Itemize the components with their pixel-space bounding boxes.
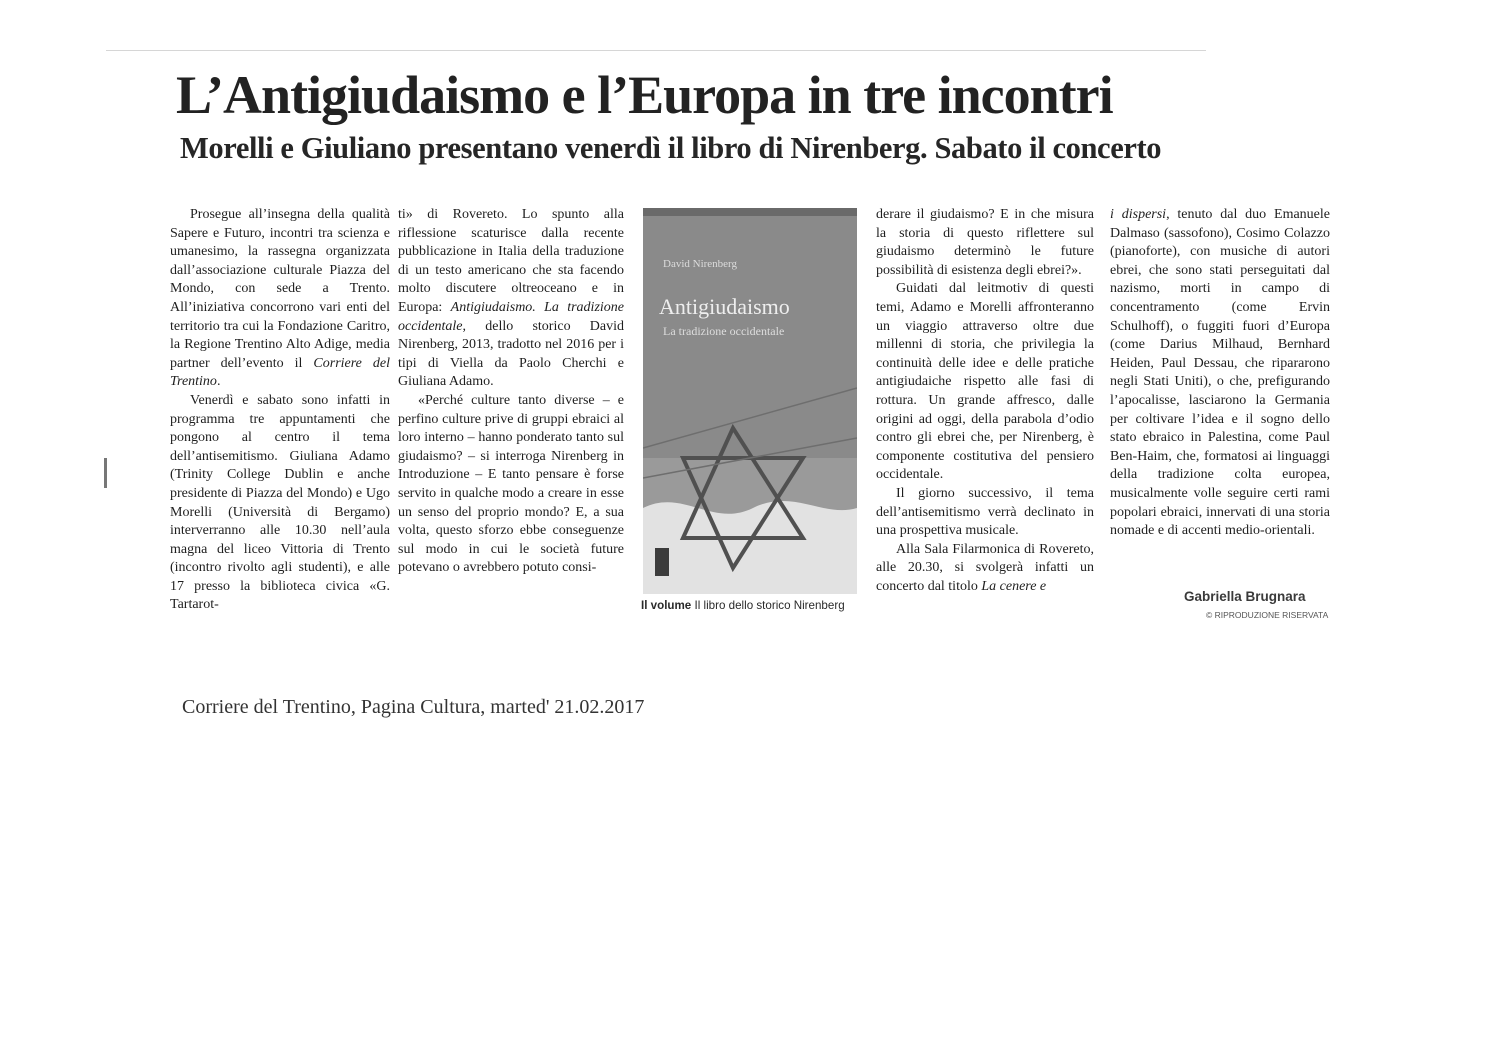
paragraph: Il giorno successivo, il tema dell’antisemitismo verrà declinato in una prospettiva musicale.: [876, 485, 1094, 539]
paragraph-text: Alla Sala Filarmonica di Rovereto, alle 20.30, si svolgerà infatti un concerto dal titolo: [876, 541, 1094, 594]
book-cover-photo: [643, 208, 857, 594]
paragraph-italic: La cenere e: [981, 578, 1047, 594]
book-title: Antigiudaismo: [659, 294, 790, 319]
paragraph-italic: i dispersi: [1110, 207, 1167, 222]
scan-edge-line: [106, 50, 1206, 51]
byline: Gabriella Brugnara: [1184, 589, 1306, 604]
book-author: David Nirenberg: [663, 258, 738, 270]
headline: L’Antigiudaismo e l’Europa in tre incontri: [176, 65, 1113, 125]
paragraph: derare il giudaismo? E in che misura la storia di questo riflettere sul giudaismo determinò le future possibilità di esistenza degli ebrei?».: [876, 207, 1094, 278]
paragraph-italic: Antigiudaismo. La tradizione occidentale: [398, 299, 624, 334]
copyright-notice: © RIPRODUZIONE RISERVATA: [1206, 610, 1329, 620]
paragraph-text: , dello storico David Nirenberg, 2013, tradotto nel 2016 per i tipi di Viella da Paolo Cherchi e Giuliana Adamo.: [398, 318, 624, 390]
paragraph-italic: Corriere del Trentino: [170, 355, 390, 390]
article-column-2: [398, 206, 624, 578]
caption-label: Il volume: [641, 599, 692, 612]
article-column-5: [1110, 206, 1330, 541]
paragraph: [398, 206, 624, 392]
paragraph-end: .: [216, 374, 221, 390]
source-citation: Corriere del Trentino, Pagina Cultura, marted' 21.02.2017: [182, 696, 645, 718]
article-column-4: [876, 206, 1094, 596]
article-column-1: [170, 206, 390, 615]
caption-text: Il libro dello storico Nirenberg: [694, 599, 845, 612]
paragraph: [170, 206, 390, 392]
photo-caption: [641, 599, 871, 612]
paragraph-text: Prosegue all’insegna della qualità Sapere e Futuro, incontri tra scienza e umanesimo, la rassegna organizzata dall’associazione culturale Piazza del Mondo, con sede a Trento. All’iniziativa concorrono vari enti del territorio tra cui la Fondazione Caritro, la Regione Trentino Alto Adige, media partner dell’evento il: [170, 207, 390, 371]
paragraph: Venerdì e sabato sono infatti in programma tre appuntamenti che pongono al centro il tema dell’antisemitismo. Giuliana Adamo (Trinity College Dublin e anche presidente di Piazza del Mondo) e Ugo Morelli (Università di Bergamo) interverranno alle 10.30 nell’aula magna del liceo Vittoria di Trento (incontro rivolto agli studenti), e alle 17 presso la biblioteca civica «G. Tartarot-: [170, 392, 390, 613]
paragraph: Guidati dal leitmotiv di questi temi, Adamo e Morelli affronteranno un viaggio attraverso oltre due millenni di storia, che privilegia la continuità delle idee e delle pratiche antigiudaiche rispetto alle fasi di rottura. Un grande affresco, dalle origini ad oggi, della parabola d’odio contro gli ebrei che, per Nirenberg, è componente costitutiva del pensiero occidentale.: [876, 281, 1094, 483]
paragraph: «Perché culture tanto diverse – e perfino culture prive di gruppi ebraici al loro interno – hanno ponderato tanto sul giudaismo? – si interroga Nirenberg in Introduzione – E tanto pensare è forse servito in qualche modo a creare in esse un senso del proprio mondo? E, a sua volta, questo sforzo ebbe conseguenze sul modo in cui le società future potevano o avrebbero potuto consi-: [398, 392, 624, 576]
paragraph: [1110, 206, 1330, 541]
scan-mark: [104, 458, 107, 488]
paragraph-text: ti» di Rovereto. Lo spunto alla riflessione scaturisce dalla recente pubblicazione in Italia della traduzione di un testo americano che sta facendo molto discutere oltreoceano e in Europa:: [398, 207, 624, 315]
paragraph-text: , tenuto dal duo Emanuele Dalmaso (sassofono), Cosimo Colazzo (pianoforte), con musiche di autori ebrei, che sono stati perseguitati dal nazismo, morti in campo di concentramento (come Ervin Schulhoff), o fuggiti fuori d’Europa (come Darius Milhaud, Bernhard Heiden, Paul Dessau, che ripararono negli Stati Uniti), o che, prefigurando l’apocalisse, lasciarono la Germania per coltivare l’idea e il sogno dello stato ebraico in Palestina, come Paul Ben-Haim, che, formatosi ai linguaggi della tradizione colta europea, musicalmente volle seguire certi rami popolari ebraici, innervati di una storia nomade e di accenti medio-orientali.: [1110, 207, 1330, 539]
subheadline: Morelli e Giuliano presentano venerdì il libro di Nirenberg. Sabato il concerto: [180, 131, 1162, 165]
paragraph: [876, 541, 1094, 597]
book-subtitle: La tradizione occidentale: [663, 324, 785, 338]
